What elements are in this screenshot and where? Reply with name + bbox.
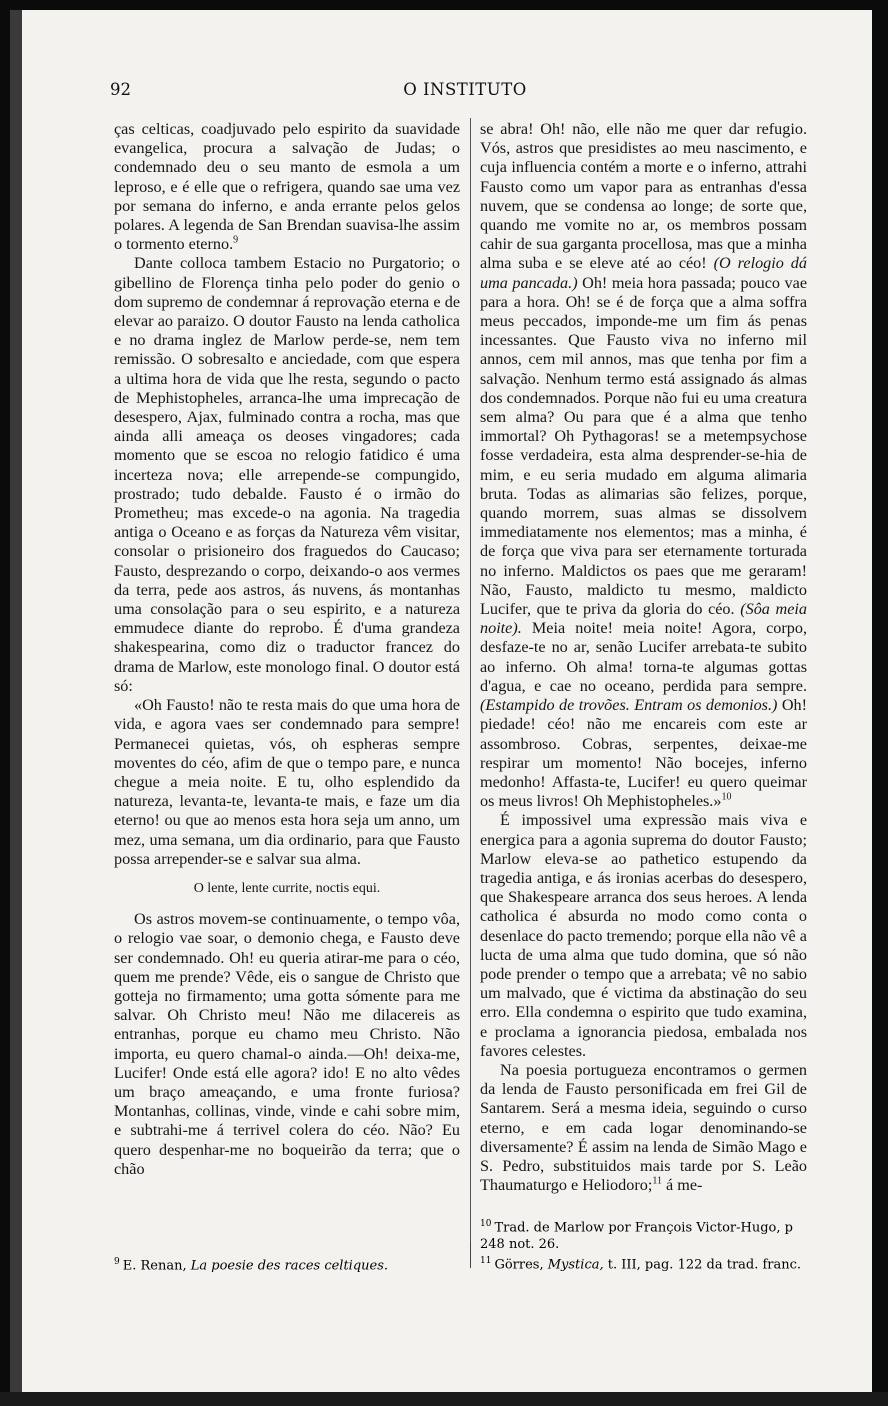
paragraph: ças celticas, coadjuvado pelo espirito da suavidade evangelica, procura a salvação de Judas; o condemnado deu o seu manto de esmola a um leproso, e é elle que o refrigera, quando sae uma vez por semana do inferno, e anda errante pelos gelos polares. A legenda de San Brendan suavisa-lhe assim o tormento eterno.$^9$ — [114, 120, 460, 254]
stage-direction: (Estampido de trovões. Entram os demonios.) — [480, 696, 778, 715]
paragraph: Na poesia portugueza encontramos o germen da lenda de Fausto personificada em frei Gil de Santarem. Será a mesma ideia, seguindo o curso eterno, e em cada logar denominando-se diversamente? É assim na lenda de Simão Mago e S. Pedro, substituidos mais tarde por S. Leão Thaumaturgo e Heliodoro;$^{11}$ á me- — [480, 1060, 807, 1195]
latin-verse: O lente, lente currite, noctis equi. — [193, 880, 381, 896]
stage-direction: (Sôa meia noite). — [480, 600, 808, 638]
page-header — [110, 80, 820, 102]
stage-direction: (O relogio dá uma pancada.) — [480, 254, 807, 292]
footnote-divider — [470, 1242, 471, 1268]
quote-paragraph: Os astros movem-se continuamente, o tempo vôa, o relogio vae soar, o demonio chega, e Fausto deve ser condemnado. Oh! eu queria atirar-me para o céo, quem me prende? Vêde, eis o sangue de Christo que gotteja no firmamento; uma gotta sómente para me salvar. Oh Christo meu! Não me dilacereis as entranhas, porque eu chamo meu Christo. Não importa, eu quero chamal-o ainda.—Oh! deixa-me, Lucifer! Onde está elle agora? ido! E no alto vêdes um braço ameaçando, e uma fronte furiosa? Montanhas, collinas, vinde, vinde e cahi sobre mim, e subtrahi-me á terrivel colera do céo. Não? Eu quero despenhar-me no boqueirão da terra; que o chão — [114, 910, 460, 1178]
paragraph: Dante colloca tambem Estacio no Purgatorio; o gibellino de Florença tinha pelo poder do genio o dom supremo de condemnar á reprovação eterna e de elevar ao paraizo. O doutor Fausto na lenda catholica e no drama inglez de Marlow perde-se, nem tem remissão. O sobresalto e anciedade, com que espera a ultima hora de vida que lhe resta, segundo o pacto de Mephistopheles, arranca-lhe uma imprecação de desespero, Ajax, fulminado contra a rocha, mas que ainda alli ameaça os deoses vingadores; cada momento que se escoa no relogio fatidico é uma incerteza nova; elle arrepende-se compungido, prostrado; tudo debalde. Fausto é o irmão do Prometheu; mas excede-o na agonia. Na tragedia antiga o Oceano e as forças da Natureza vêm visitar, consolar o prisioneiro dos fraguedos do Caucaso; Fausto, desprezando o corpo, deixando-o aos vermes da terra, pede aos astros, ás nuvens, ás montanhas uma consolação para o seu espirito, e a natureza emmudece diante do reprobo. É d'uma grandeza shakespearina, como diz o traductor francez do drama de Marlow, este monologo final. O doutor está só: — [114, 254, 460, 695]
footnote-ref: 10 — [721, 791, 732, 803]
footnote-11: $^{11}$ Görres, Mystica, t. III, pag. 122 da trad. franc. — [480, 1256, 802, 1273]
left-column — [114, 120, 460, 1179]
right-column — [480, 120, 807, 1195]
running-title: O INSTITUTO — [403, 80, 527, 99]
footnote-ref: 11 — [652, 1175, 662, 1187]
paragraph: É impossivel uma expressão mais viva e energica para a agonia suprema do doutor Fausto; Marlow eleva-se ao pathetico estupendo da tragedia antiga, e ás ironias acerbas do desespero, que Shakespeare arranca dos seus heroes. A lenda catholica é absurda no modo como conta o desenlace do pacto tremendo; porque ella não vê a lucta de uma alma que tudo domina, que só não pode prender o tempo que a arrebata; vê no sabio um malvado, que é victima da abstinação do seu erro. Ella condemna o espirito que tudo examina, e proclama a ignorancia piedosa, embalada nos favores celestes. — [480, 811, 807, 1060]
footnote-ref: 9 — [233, 234, 239, 246]
scan-bottom-edge — [0, 1392, 888, 1406]
quote-paragraph: «Oh Fausto! não te resta mais do que uma hora de vida, e agora vaes ser condemnado para sempre! Permanecei quietas, vós, oh espheras sempre moventes do céo, afim de que o tempo pare, e nunca chegue a meia noite. E tu, olho esplendido da natureza, levanta-te, levanta-te mais, e faze um dia eterno! ou que ao menos esta hora seja um anno, um mez, uma semana, um dia ordinario, para que Fausto possa arrepender-se e salvar sua alma. — [114, 696, 460, 868]
column-divider — [470, 118, 471, 1268]
page-number: 92 — [110, 80, 131, 99]
footnotes-right — [480, 1216, 807, 1274]
footnote-9: $^9$ E. Renan, La poesie des races celtiques. — [114, 1257, 389, 1274]
quote-paragraph: se abra! Oh! não, elle não me quer dar refugio. Vós, astros que presidistes ao meu nascimento, e cuja influencia contém a morte e o inferno, attrahi Fausto como um vapor para as entranhas d'essa nuvem, que se condensa ao longe; de sorte que, quando me vomite no ar, os membros possam cahir de sua garganta procellosa, mas que a minha alma suba e se eleve até ao céo! (O relogio dá uma pancada.) Oh! meia hora passada; pouco vae para a hora. Oh! se é de força que a alma soffra meus peccados, imponde-me um fim ás penas incessantes. Que Fausto viva no inferno mil annos, cem mil annos, mas que tenha por fim a salvação. Nenhum termo está assignado ás almas dos condemnados. Porque não fui eu uma creatura sem alma? Ou para que é a alma que tenho immortal? Oh Pythagoras! se a metempsychose fosse verdadeira, esta alma desprender-se-hia de mim, e eu seria mudado em alguma alimaria bruta. Todas as alimarias são felizes, porque, quando morrem, suas almas se dissolvem immediatamente nos elementos; mas a minha, é de força que viva para ser eternamente torturada no inferno. Maldictos os paes que me geraram! Não, Fausto, maldicto tu mesmo, maldicto Lucifer, que te priva da gloria do céo. (Sôa meia noite). Meia noite! meia noite! Agora, corpo, desfaze-te no ar, senão Lucifer arrebata-te subito ao inferno. Oh alma! torna-te algumas gottas d'agua, e cae no oceano, perdida para sempre. (Estampido de trovões. Entram os demonios.) Oh! piedade! céo! não me encareis com este ar assombroso. Cobras, serpentes, deixae-me respirar um momento! Não bocejes, inferno medonho! Affasta-te, Lucifer! eu quero queimar os meus livros! Oh Mephistopheles.»$^{10}$ — [480, 120, 808, 811]
footnote-10: $^{10}$ Trad. de Marlow por François Victor-Hugo, p 248 not. 26. — [480, 1219, 793, 1253]
